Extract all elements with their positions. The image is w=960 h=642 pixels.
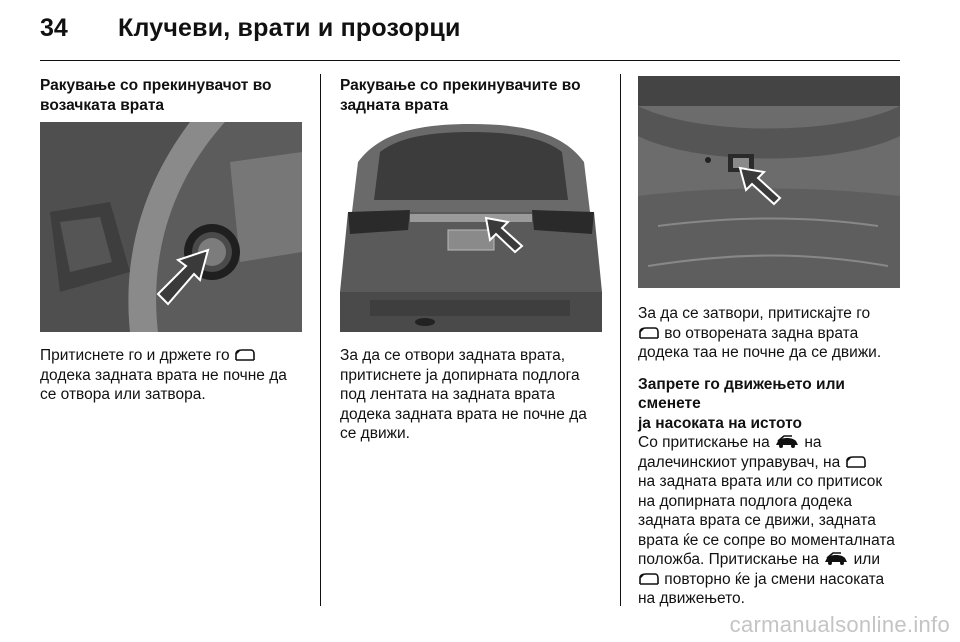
tailgate-icon bbox=[845, 455, 867, 469]
tailgate-icon bbox=[638, 572, 660, 586]
tailgate-close-instructions: За да се затвори, притискајте го во отворената задна врата додека таа не почне да се движи. bbox=[638, 305, 882, 361]
column-divider-1 bbox=[320, 74, 321, 606]
tailgate-open-instructions: За да се отвори задната врата, притиснете ја допирната подлога под лентата на задната врата додека задната врата не почне да се движи. bbox=[340, 347, 587, 442]
page-title: Клучеви, врати и прозорци bbox=[118, 14, 461, 42]
figure-driver-door-switch bbox=[40, 122, 302, 332]
section-heading-tailgate: Ракување со прекинувачите во задната врата bbox=[340, 77, 581, 114]
header-rule bbox=[40, 60, 900, 61]
figure-tailgate-touchpad bbox=[340, 122, 602, 332]
car-open-icon bbox=[774, 435, 800, 449]
column-divider-2 bbox=[620, 74, 621, 606]
driver-door-instructions: Притиснете го и држете го додека задната врата не почне да се отвора или затвора. bbox=[40, 347, 287, 403]
car-open-icon bbox=[823, 552, 849, 566]
watermark[interactable]: carmanualsonline.info bbox=[729, 612, 950, 637]
section-heading-driver-door: Ракување со прекинувачот во возачката врата bbox=[40, 77, 272, 114]
section-heading-stop-reverse: Запрете го движењето или сменете ја насоката на истото bbox=[638, 375, 845, 432]
tailgate-icon bbox=[638, 326, 660, 340]
tailgate-icon bbox=[234, 348, 256, 362]
figure-tailgate-close-button bbox=[638, 76, 900, 288]
column-tailgate bbox=[340, 76, 608, 115]
page-number: 34 bbox=[40, 14, 68, 42]
column-driver-door bbox=[40, 76, 308, 115]
stop-reverse-instructions: Со притискање на на далечинскиот управувач, на на задната врата или со притисок на допирната подлога додека задната врата се движи, задната врата ќе се сопре во моменталната положба. Притискање на или повторно ќе ја смени насоката на движењето. bbox=[638, 434, 895, 607]
column-close-stop bbox=[638, 304, 906, 609]
